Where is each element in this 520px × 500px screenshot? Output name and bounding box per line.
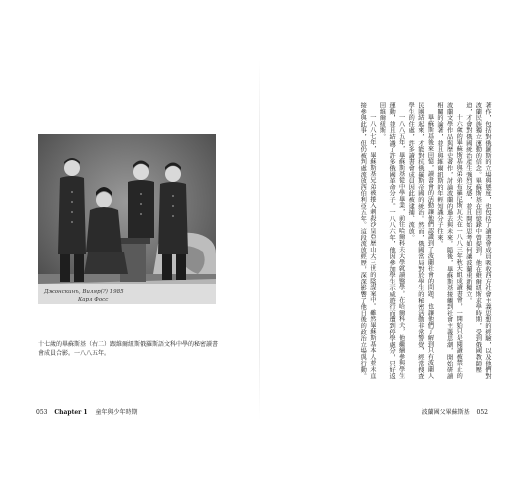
- paragraph: 畢蘇斯基後來回憶，讀書會的活動讓他們認識到了波蘭社會的問題，也讓他們了解到只有波蘭人民團結起來，才能對抗俄羅斯帝國的統治。然而，俄國當局對於學生的秘密活動非常警覺，經常搜查學生的住處，許多讀書會成員因此被逮捕、流放。: [407, 102, 434, 380]
- paragraph: 十六歲的畢蘇斯基與弟弟布羅尼斯瓦夫在一八八三年秋天組成讀書會，一開始只是閱讀被禁止的波蘭文學作品與歷史著作，討論波蘭的過去與未來。隨後，畢蘇斯基接觸到社會主義思潮，開始研讀相關的論著，並且與維爾紐斯的年輕知識分子往來。: [436, 102, 463, 380]
- paragraph: 一八八七年，畢蘇斯基兄弟被捲入刺殺沙皇亞歷山大三世的陰謀案中。雖然畢蘇斯基本人並未直接參與此事，但仍被判處流放西伯利亞五年。這段流放經歷，深深影響了他日後的政治立場與行動。: [359, 102, 376, 380]
- body-text: [358, 102, 492, 384]
- photo-handwriting-1: Джонскинъ, Виляр(?) 1985: [44, 289, 124, 295]
- left-page-number: 053: [36, 409, 48, 416]
- photo-caption: 十七歲的畢蘇斯基（右二）跟維爾紐斯俄羅斯語文科中學的秘密讀書會成員合影。一八八五年。: [38, 341, 219, 357]
- historical-photograph: [38, 134, 216, 304]
- photo-illustration: [38, 134, 216, 304]
- paragraph: 著作，包括對俄羅斯的立場與態度，也包括了讀書會成員吸收西方社會主義思想的經驗，以及他們對波蘭民族獨立運動的信念。畢蘇斯基在回憶錄中曾提到，他在維爾紐斯求學時期，受到俄國教師壓迫，才會對俄國統治產生強烈反感，並且開始思考如何讓波蘭重新獨立。: [464, 102, 491, 380]
- book-title: 波蘭國父畢蘇斯基: [421, 409, 470, 416]
- photo-handwriting-2: Карл Фосс: [78, 297, 109, 303]
- right-page: [260, 0, 520, 500]
- left-folio: [36, 407, 138, 416]
- chapter-title: 童年與少年時期: [95, 409, 138, 416]
- chapter-label: Chapter 1: [54, 409, 88, 416]
- right-page-number: 052: [476, 409, 488, 416]
- paragraph: 一八八五年，畢蘇斯基從中學畢業，前往哈爾科夫大學就讀醫學。在哈爾科夫，他繼續參與學生運動，並且結識了許多俄國革命分子。一八八六年，他因參加學生示威遊行而遭到停學處分，只好返回維爾紐斯。: [378, 102, 405, 380]
- right-folio: [422, 407, 488, 416]
